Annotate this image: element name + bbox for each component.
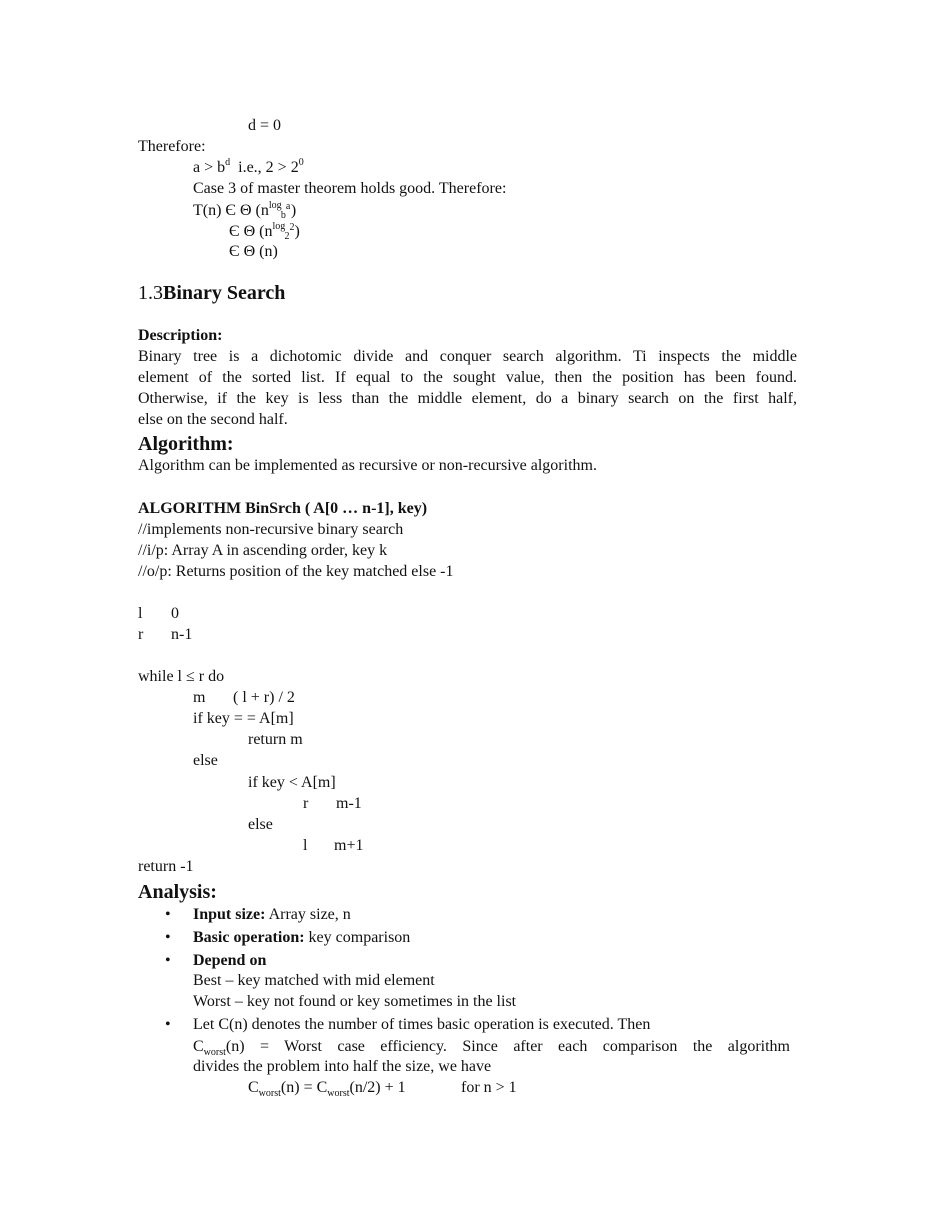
input-size-text: Array size, n — [268, 906, 351, 923]
comment-2: //i/p: Array A in ascending order, key k — [138, 542, 388, 559]
code-m-val: ( l + r) / 2 — [233, 689, 295, 706]
log-text: log — [268, 200, 282, 211]
code-r-val: n-1 — [171, 626, 193, 643]
code-if-lt: if key < A[m] — [248, 774, 336, 791]
rec-c1: C — [248, 1079, 259, 1096]
description-line-4: else on the second half. — [138, 411, 288, 428]
rec-mid: (n) = C — [280, 1079, 328, 1096]
basic-op-item — [193, 928, 410, 948]
therefore-label: Therefore: — [138, 138, 206, 155]
comment-1: //implements non-recursive binary search — [138, 521, 404, 538]
code-else-2: else — [248, 816, 273, 833]
code-l-var: l — [138, 605, 143, 622]
exp-2-top: 2 — [289, 222, 295, 233]
description-label: Description: — [138, 327, 223, 344]
rec-tail: (n/2) + 1 — [349, 1079, 406, 1096]
code-r-assign-val: m-1 — [336, 795, 362, 812]
recurrence-line — [248, 1078, 406, 1100]
bullet-1: • — [165, 906, 171, 923]
code-return-neg: return -1 — [138, 858, 194, 875]
condition-a: a > b — [193, 159, 226, 176]
description-line-3: Otherwise, if the key is less than the middle element, do a binary search on the first half, — [138, 390, 797, 407]
rec-sub1: worst — [258, 1088, 281, 1099]
analysis-heading: Analysis: — [138, 881, 217, 903]
cworst-sub: worst — [203, 1047, 226, 1058]
condition-ie: i.e., 2 > 2 — [238, 159, 299, 176]
exp-2-bottom: 2 — [284, 231, 290, 242]
case3-line: Case 3 of master theorem holds good. Therefore: — [193, 180, 507, 197]
condition-sup-0: 0 — [298, 157, 304, 168]
tn-prefix: T(n) Є Θ (n — [193, 202, 269, 219]
code-return-m: return m — [248, 731, 303, 748]
condition-sup-d: d — [225, 157, 231, 168]
section-title: Binary Search — [163, 282, 286, 304]
code-l-assign-val: m+1 — [334, 837, 364, 854]
code-r-var: r — [138, 626, 144, 643]
exp-b: b — [280, 210, 286, 221]
basic-op-label: Basic operation: — [193, 929, 305, 946]
basic-op-text: key comparison — [308, 929, 411, 946]
code-while: while l ≤ r do — [138, 668, 225, 685]
code-r-assign-var: r — [303, 795, 309, 812]
comment-3: //o/p: Returns position of the key matched else -1 — [138, 563, 454, 580]
bullet-3: • — [165, 952, 171, 969]
tn-close: ) — [290, 202, 297, 219]
description-line-2: element of the sorted list. If equal to the sought value, then the position has been found. — [138, 369, 797, 386]
algorithm-heading: Algorithm: — [138, 433, 234, 455]
section-number: 1.3 — [138, 282, 163, 304]
bullet-4: • — [165, 1016, 171, 1033]
log-2-2-exponent — [272, 222, 294, 242]
depend-on-label: Depend on — [193, 952, 267, 969]
cworst-rest: (n) = Worst case efficiency. Since after each comparison the algorithm — [225, 1038, 790, 1055]
worst-case-line: Worst – key not found or key sometimes in the list — [193, 993, 517, 1010]
code-if-eq: if key = = A[m] — [193, 710, 294, 727]
let-cn-line: Let C(n) denotes the number of times basic operation is executed. Then — [193, 1016, 651, 1033]
exp-a: a — [285, 201, 291, 212]
code-l-assign-var: l — [303, 837, 308, 854]
cworst-c: C — [193, 1038, 204, 1055]
d-equals-line: d = 0 — [248, 117, 282, 134]
theta-line-2 — [229, 222, 300, 242]
code-l-val: 0 — [171, 605, 179, 622]
theta-line-3: Є Θ (n) — [229, 243, 278, 260]
rec-sub2: worst — [327, 1088, 350, 1099]
code-m-var: m — [193, 689, 206, 706]
section-heading — [138, 281, 285, 305]
cworst-line-1 — [193, 1036, 790, 1059]
condition-line — [193, 158, 304, 180]
input-size-label: Input size: — [193, 906, 266, 923]
line2-prefix: Є Θ (n — [229, 223, 273, 240]
cworst-line-2: divides the problem into half the size, we have — [193, 1058, 492, 1075]
algorithm-text: Algorithm can be implemented as recursive or non-recursive algorithm. — [138, 457, 597, 474]
algorithm-signature: ALGORITHM BinSrch ( A[0 … n-1], key) — [138, 500, 428, 517]
recurrence-condition: for n > 1 — [461, 1079, 517, 1096]
code-else-1: else — [193, 752, 218, 769]
bullet-2: • — [165, 929, 171, 946]
line2-close: ) — [294, 223, 300, 240]
best-case-line: Best – key matched with mid element — [193, 972, 435, 989]
log-text-2: log — [272, 221, 286, 232]
input-size-item — [193, 905, 351, 925]
description-line-1: Binary tree is a dichotomic divide and conquer search algorithm. Ti inspects the middle — [138, 348, 797, 365]
